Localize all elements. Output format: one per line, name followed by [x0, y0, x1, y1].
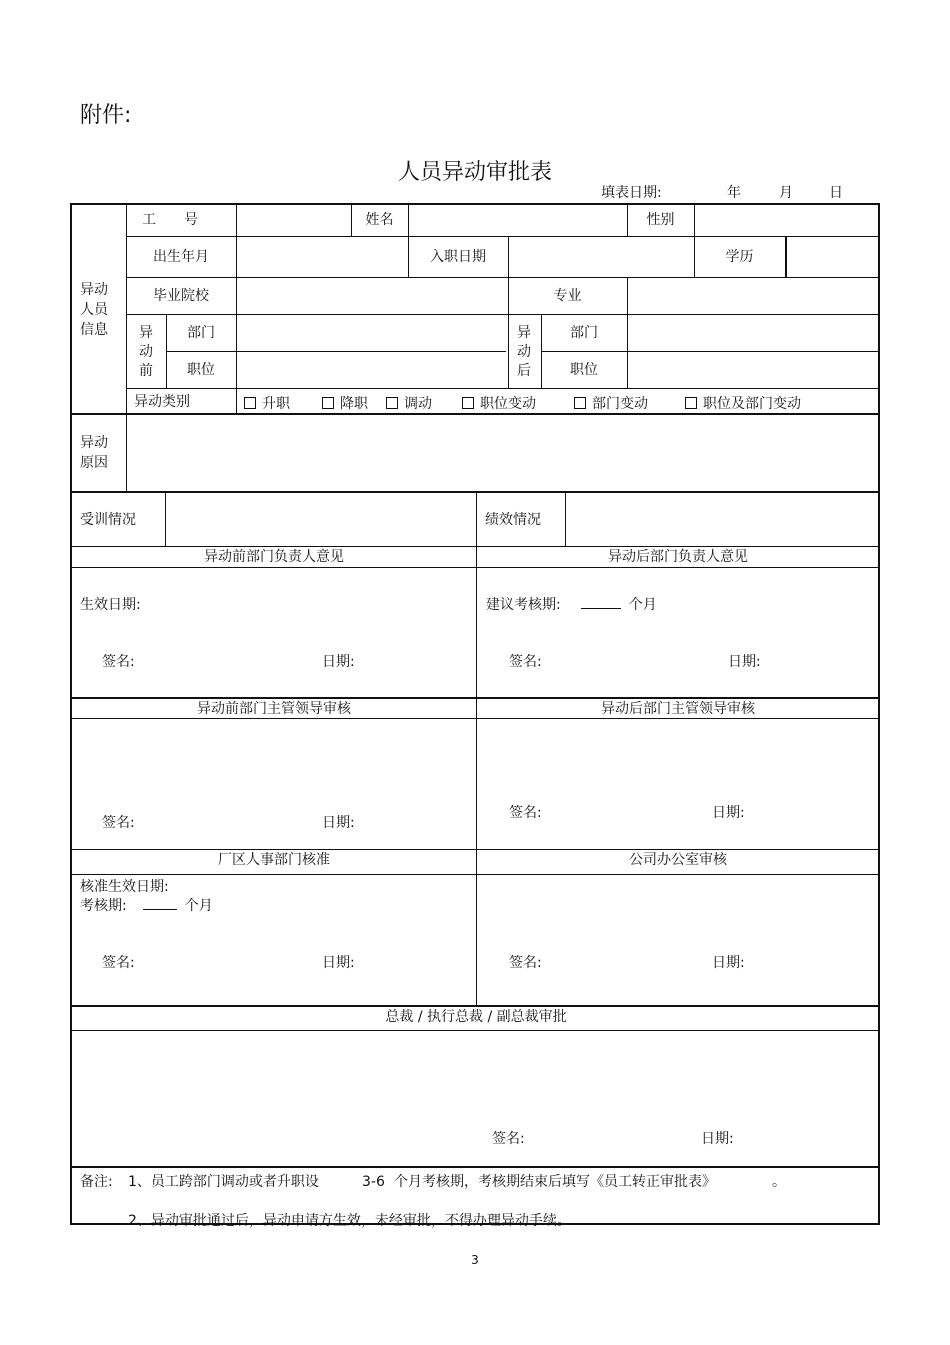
before-supervisor-header: 异动前部门主管领导审核 [197, 701, 351, 717]
option-position-change[interactable]: 职位变动 [462, 393, 536, 413]
before-dept-label: 部门 [187, 325, 215, 341]
date-label: 日期: [712, 955, 745, 971]
sign-label: 签名: [509, 654, 542, 670]
president-approval-header: 总裁 / 执行总裁 / 副总裁审批 [385, 1009, 567, 1025]
performance-label: 绩效情况 [485, 512, 541, 528]
option-dept-change[interactable]: 部门变动 [574, 393, 648, 413]
approved-effective-date-label: 核准生效日期: [80, 879, 169, 895]
transfer-type-label: 异动类别 [134, 394, 190, 410]
checkbox-icon[interactable] [574, 397, 586, 409]
sign-label: 签名: [492, 1131, 525, 1147]
hire-date-label: 入职日期 [430, 249, 486, 265]
checkbox-icon[interactable] [685, 397, 697, 409]
note-1-d: 。 [772, 1174, 786, 1190]
fill-date-month: 月 [779, 185, 793, 201]
sign-label: 签名: [102, 815, 135, 831]
checkbox-icon[interactable] [322, 397, 334, 409]
option-position-and-dept-change[interactable]: 职位及部门变动 [685, 393, 801, 413]
office-review-header: 公司办公室审核 [629, 852, 727, 868]
gender-label: 性别 [646, 212, 675, 228]
date-label: 日期: [712, 805, 745, 821]
note-1-c: 个月考核期，考核期结束后填写《员工转正审批表》 [394, 1174, 716, 1190]
sign-label: 签名: [102, 955, 135, 971]
transfer-approval-form [70, 203, 880, 1229]
option-transfer[interactable]: 调动 [386, 393, 432, 413]
sign-label: 签名: [102, 654, 135, 670]
suggested-period: 建议考核期: 个月 [486, 597, 657, 613]
after-dept-label: 部门 [570, 325, 598, 341]
training-label: 受训情况 [80, 512, 136, 528]
checkbox-icon[interactable] [386, 397, 398, 409]
after-transfer-label: 异 动 后 [517, 325, 531, 379]
employee-no-label: 工 号 [142, 212, 198, 228]
after-supervisor-header: 异动后部门主管领导审核 [601, 701, 755, 717]
option-demotion[interactable]: 降职 [322, 393, 368, 413]
fill-date-year: 年 [727, 185, 741, 201]
note-2: 2、异动审批通过后，异动申请方生效，未经审批，不得办理异动手续。 [128, 1213, 571, 1229]
sign-label: 签名: [509, 955, 542, 971]
assessment-period: 考核期: 个月 [80, 898, 213, 914]
school-label: 毕业院校 [153, 288, 209, 304]
note-1-b: 3-6 [362, 1174, 385, 1190]
before-dept-head-header: 异动前部门负责人意见 [204, 549, 344, 565]
name-label: 姓名 [365, 212, 394, 228]
education-label: 学历 [725, 249, 754, 265]
note-1-a: 1、员工跨部门调动或者升职设 [128, 1174, 319, 1190]
sign-label: 签名: [509, 805, 542, 821]
effective-date-label: 生效日期: [80, 597, 141, 613]
after-position-label: 职位 [570, 362, 598, 378]
date-label: 日期: [322, 955, 355, 971]
reason-label: 异动 原因 [80, 435, 108, 471]
attachment-label: 附件: [80, 103, 132, 128]
major-label: 专业 [553, 288, 582, 304]
checkbox-icon[interactable] [244, 397, 256, 409]
before-position-label: 职位 [187, 362, 215, 378]
hr-approval-header: 厂区人事部门核准 [218, 852, 330, 868]
date-label: 日期: [322, 654, 355, 670]
date-label: 日期: [322, 815, 355, 831]
fill-date-day: 日 [829, 185, 843, 201]
info-section-label: 异动 人员 信息 [80, 282, 108, 338]
page-number: 3 [471, 1253, 479, 1267]
form-title: 人员异动审批表 [397, 160, 552, 185]
option-promotion[interactable]: 升职 [244, 393, 290, 413]
after-dept-head-header: 异动后部门负责人意见 [608, 549, 748, 565]
date-label: 日期: [701, 1131, 734, 1147]
date-label: 日期: [728, 654, 761, 670]
fill-date-label: 填表日期: [601, 185, 662, 201]
notes-label: 备注: [80, 1174, 113, 1190]
checkbox-icon[interactable] [462, 397, 474, 409]
birth-label: 出生年月 [153, 249, 209, 265]
before-transfer-label: 异 动 前 [139, 325, 153, 379]
